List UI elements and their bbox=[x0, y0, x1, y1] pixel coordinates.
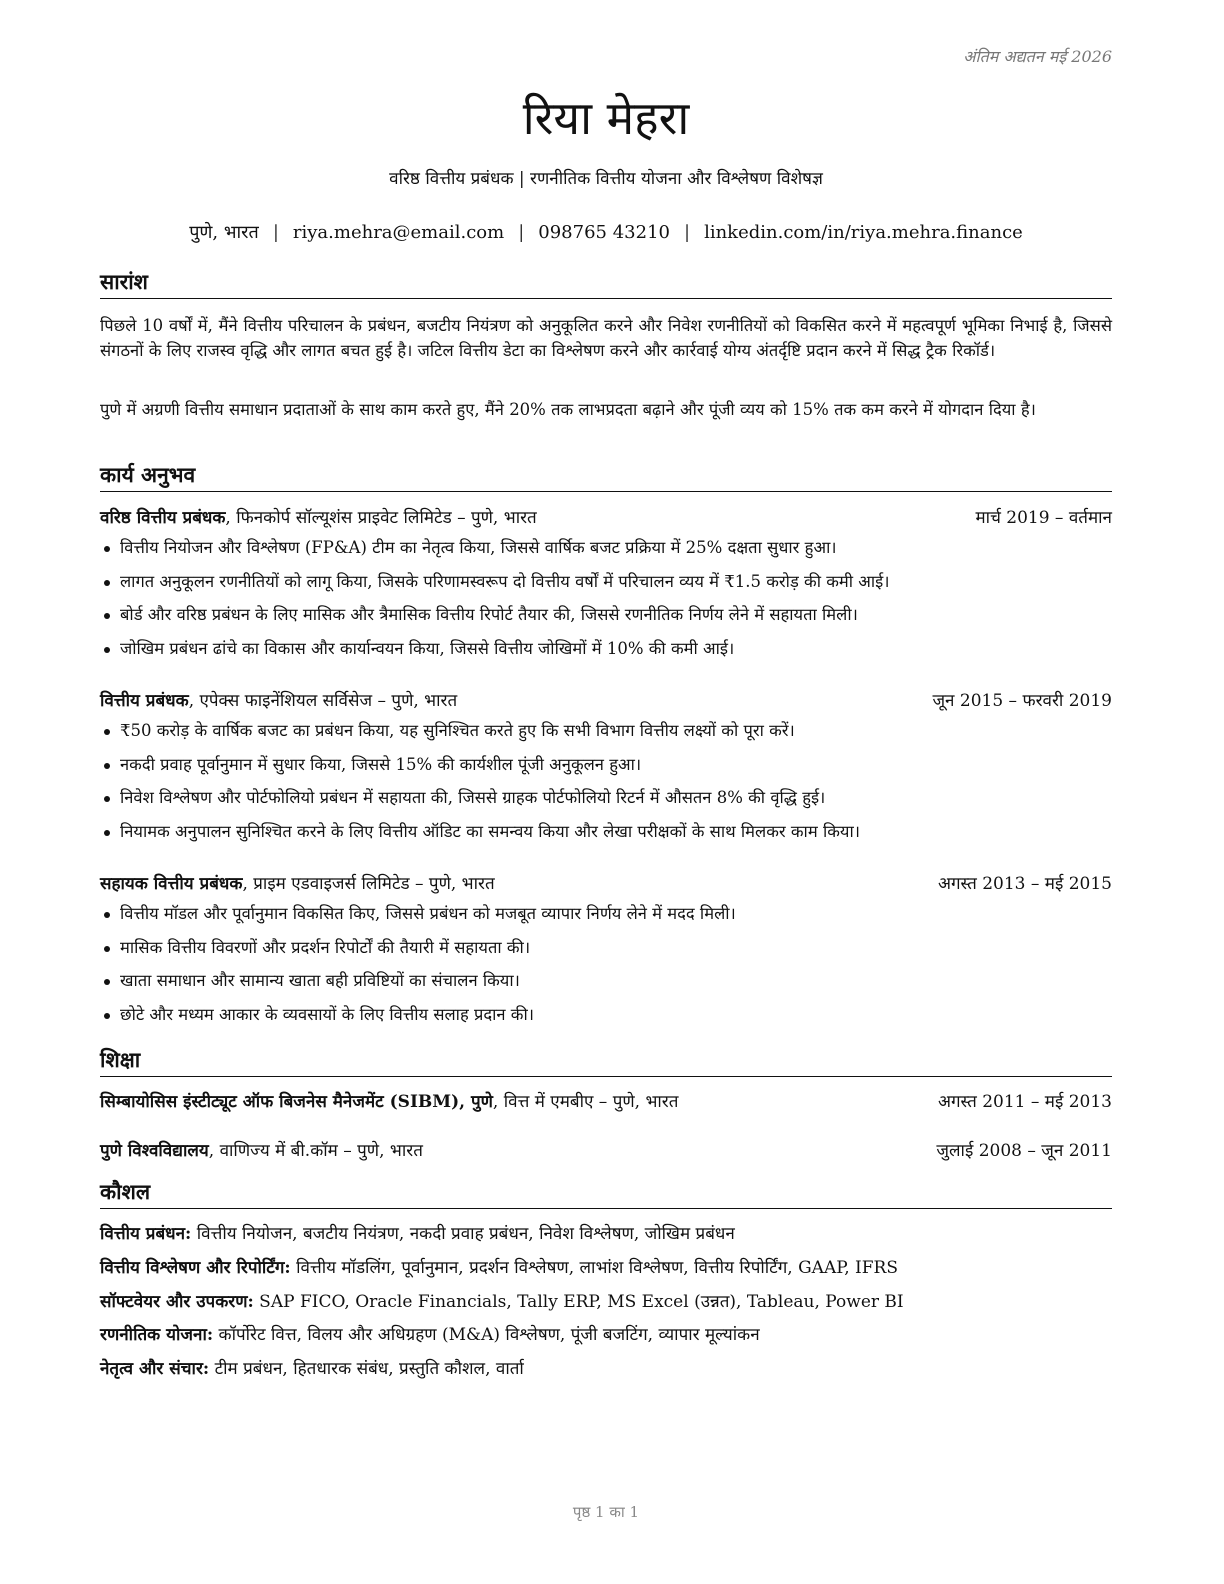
job-title: सहायक वित्तीय प्रबंधक bbox=[100, 874, 243, 894]
skill-label: रणनीतिक योजना: bbox=[100, 1325, 214, 1345]
job-dates: अगस्त 2013 – मई 2015 bbox=[937, 874, 1112, 894]
job-header bbox=[100, 506, 1112, 530]
list-item: जोखिम प्रबंधन ढांचे का विकास और कार्यान्वयन किया, जिससे वित्तीय जोखिमों में 10% की कमी आई। bbox=[100, 637, 1112, 661]
list-item: छोटे और मध्यम आकार के व्यवसायों के लिए वित्तीय सलाह प्रदान की। bbox=[100, 1003, 1112, 1027]
skill-row bbox=[100, 1357, 1112, 1381]
skill-row bbox=[100, 1256, 1112, 1280]
last-updated: अंतिम अद्यतन मई 2026 bbox=[963, 47, 1112, 66]
summary-paragraph: पुणे में अग्रणी वित्तीय समाधान प्रदाताओं के साथ काम करते हुए, मैंने 20% तक लाभप्रदता बढ़ाने और पूंजी व्यय को 15% तक कम करने में योगदान दिया है। bbox=[100, 400, 1036, 419]
skill-label: वित्तीय विश्लेषण और रिपोर्टिंग: bbox=[100, 1258, 291, 1278]
skill-value: कॉर्पोरेट वित्त, विलय और अधिग्रहण (M&A) विश्लेषण, पूंजी बजटिंग, व्यापार मूल्यांकन bbox=[213, 1325, 760, 1345]
education-dates: जुलाई 2008 – जून 2011 bbox=[936, 1141, 1112, 1161]
contact-separator: | bbox=[683, 222, 691, 243]
skill-row bbox=[100, 1290, 1112, 1314]
job-bullets bbox=[100, 902, 1112, 1036]
job-bullets bbox=[100, 719, 1112, 853]
summary-paragraph: पिछले 10 वर्षों में, मैंने वित्तीय परिचालन के प्रबंधन, बजटीय नियंत्रण को अनुकूलित करने और निवेश रणनीतियों को विकसित करने में महत्वपूर्ण भूमिका निभाई है, जिससे संगठनों के लिए राजस्व वृद्धि और लागत बचत हुई है। जटिल वित्तीय डेटा का विश्लेषण करने और कार्रवाई योग्य अंतर्दृष्टि प्रदान करने में सिद्ध ट्रैक रिकॉर्ड। bbox=[100, 316, 1112, 360]
page-number: पृष्ठ 1 का 1 bbox=[572, 1503, 640, 1521]
job-title: वित्तीय प्रबंधक bbox=[100, 691, 189, 711]
skill-row bbox=[100, 1323, 1112, 1347]
job-dates: जून 2015 – फरवरी 2019 bbox=[932, 691, 1112, 711]
skill-value: टीम प्रबंधन, हितधारक संबंध, प्रस्तुति कौशल, वार्ता bbox=[209, 1359, 524, 1379]
contact-line bbox=[100, 220, 1112, 244]
skill-row bbox=[100, 1222, 1112, 1246]
education-institution: सिम्बायोसिस इंस्टीट्यूट ऑफ बिजनेस मैनेजमेंट (SIBM), पुणे bbox=[100, 1092, 493, 1112]
section-title-education: शिक्षा bbox=[100, 1046, 1112, 1077]
resume-page bbox=[100, 0, 1112, 1584]
list-item: बोर्ड और वरिष्ठ प्रबंधन के लिए मासिक और त्रैमासिक वित्तीय रिपोर्ट तैयार की, जिससे रणनीतिक निर्णय लेने में सहायता मिली। bbox=[100, 603, 1112, 627]
list-item: वित्तीय नियोजन और विश्लेषण (FP&A) टीम का नेतृत्व किया, जिससे वार्षिक बजट प्रक्रिया में 25% दक्षता सुधार हुआ। bbox=[100, 536, 1112, 560]
contact-separator: | bbox=[272, 222, 279, 243]
list-item: निवेश विश्लेषण और पोर्टफोलियो प्रबंधन में सहायता की, जिससे ग्राहक पोर्टफोलियो रिटर्न में औसतन 8% की वृद्धि हुई। bbox=[100, 786, 1112, 810]
headline: वरिष्ठ वित्तीय प्रबंधक | रणनीतिक वित्तीय योजना और विश्लेषण विशेषज्ञ bbox=[389, 169, 823, 189]
contact-phone: 098765 43210 bbox=[538, 222, 670, 243]
section-title-skills: कौशल bbox=[100, 1178, 1112, 1209]
skill-label: वित्तीय प्रबंधन: bbox=[100, 1224, 192, 1244]
skill-value: SAP FICO, Oracle Financials, Tally ERP, MS Excel (उन्नत), Tableau, Power BI bbox=[253, 1292, 904, 1312]
candidate-name: रिया मेहरा bbox=[522, 91, 690, 145]
section-title-summary: सारांश bbox=[100, 268, 1112, 299]
education-row bbox=[100, 1139, 1112, 1163]
education-detail: , वित्त में एमबीए – पुणे, भारत bbox=[492, 1092, 679, 1112]
list-item: ₹50 करोड़ के वार्षिक बजट का प्रबंधन किया, यह सुनिश्चित करते हुए कि सभी विभाग वित्तीय लक्ष्यों को पूरा करें। bbox=[100, 719, 1112, 743]
list-item: वित्तीय मॉडल और पूर्वानुमान विकसित किए, जिससे प्रबंधन को मजबूत व्यापार निर्णय लेने में मदद मिली। bbox=[100, 902, 1112, 926]
list-item: नकदी प्रवाह पूर्वानुमान में सुधार किया, जिससे 15% की कार्यशील पूंजी अनुकूलन हुआ। bbox=[100, 753, 1112, 777]
job-company: , प्राइम एडवाइजर्स लिमिटेड – पुणे, भारत bbox=[242, 874, 495, 894]
education-detail: , वाणिज्य में बी.कॉम – पुणे, भारत bbox=[208, 1141, 423, 1161]
list-item: नियामक अनुपालन सुनिश्चित करने के लिए वित्तीय ऑडिट का समन्वय किया और लेखा परीक्षकों के साथ मिलकर काम किया। bbox=[100, 820, 1112, 844]
skill-value: वित्तीय मॉडलिंग, पूर्वानुमान, प्रदर्शन विश्लेषण, लाभांश विश्लेषण, वित्तीय रिपोर्टिंग, GAAP, IFRS bbox=[290, 1258, 898, 1278]
contact-linkedin[interactable]: linkedin.com/in/riya.mehra.finance bbox=[704, 222, 1023, 243]
job-bullets bbox=[100, 536, 1112, 670]
list-item: लागत अनुकूलन रणनीतियों को लागू किया, जिसके परिणामस्वरूप दो वित्तीय वर्षों में परिचालन व्यय में ₹1.5 करोड़ की कमी आई। bbox=[100, 570, 1112, 594]
contact-email[interactable]: riya.mehra@email.com bbox=[292, 222, 505, 243]
job-header bbox=[100, 872, 1112, 896]
skill-label: नेतृत्व और संचार: bbox=[100, 1359, 210, 1379]
education-institution: पुणे विश्वविद्यालय bbox=[100, 1141, 209, 1161]
job-dates: मार्च 2019 – वर्तमान bbox=[975, 508, 1112, 528]
contact-location: पुणे, भारत bbox=[189, 222, 259, 243]
section-title-experience: कार्य अनुभव bbox=[100, 461, 1112, 492]
education-dates: अगस्त 2011 – मई 2013 bbox=[937, 1092, 1112, 1112]
job-company: , एपेक्स फाइनेंशियल सर्विसेज – पुणे, भारत bbox=[188, 691, 458, 711]
job-header bbox=[100, 689, 1112, 713]
job-company: , फिनकोर्प सॉल्यूशंस प्राइवेट लिमिटेड – पुणे, भारत bbox=[225, 508, 537, 528]
list-item: खाता समाधान और सामान्य खाता बही प्रविष्टियों का संचालन किया। bbox=[100, 969, 1112, 993]
skill-value: वित्तीय नियोजन, बजटीय नियंत्रण, नकदी प्रवाह प्रबंधन, निवेश विश्लेषण, जोखिम प्रबंधन bbox=[191, 1224, 735, 1244]
contact-separator: | bbox=[518, 222, 525, 243]
skill-label: सॉफ्टवेयर और उपकरण: bbox=[100, 1292, 254, 1312]
education-row bbox=[100, 1090, 1112, 1114]
list-item: मासिक वित्तीय विवरणों और प्रदर्शन रिपोर्टों की तैयारी में सहायता की। bbox=[100, 936, 1112, 960]
job-title: वरिष्ठ वित्तीय प्रबंधक bbox=[100, 508, 226, 528]
